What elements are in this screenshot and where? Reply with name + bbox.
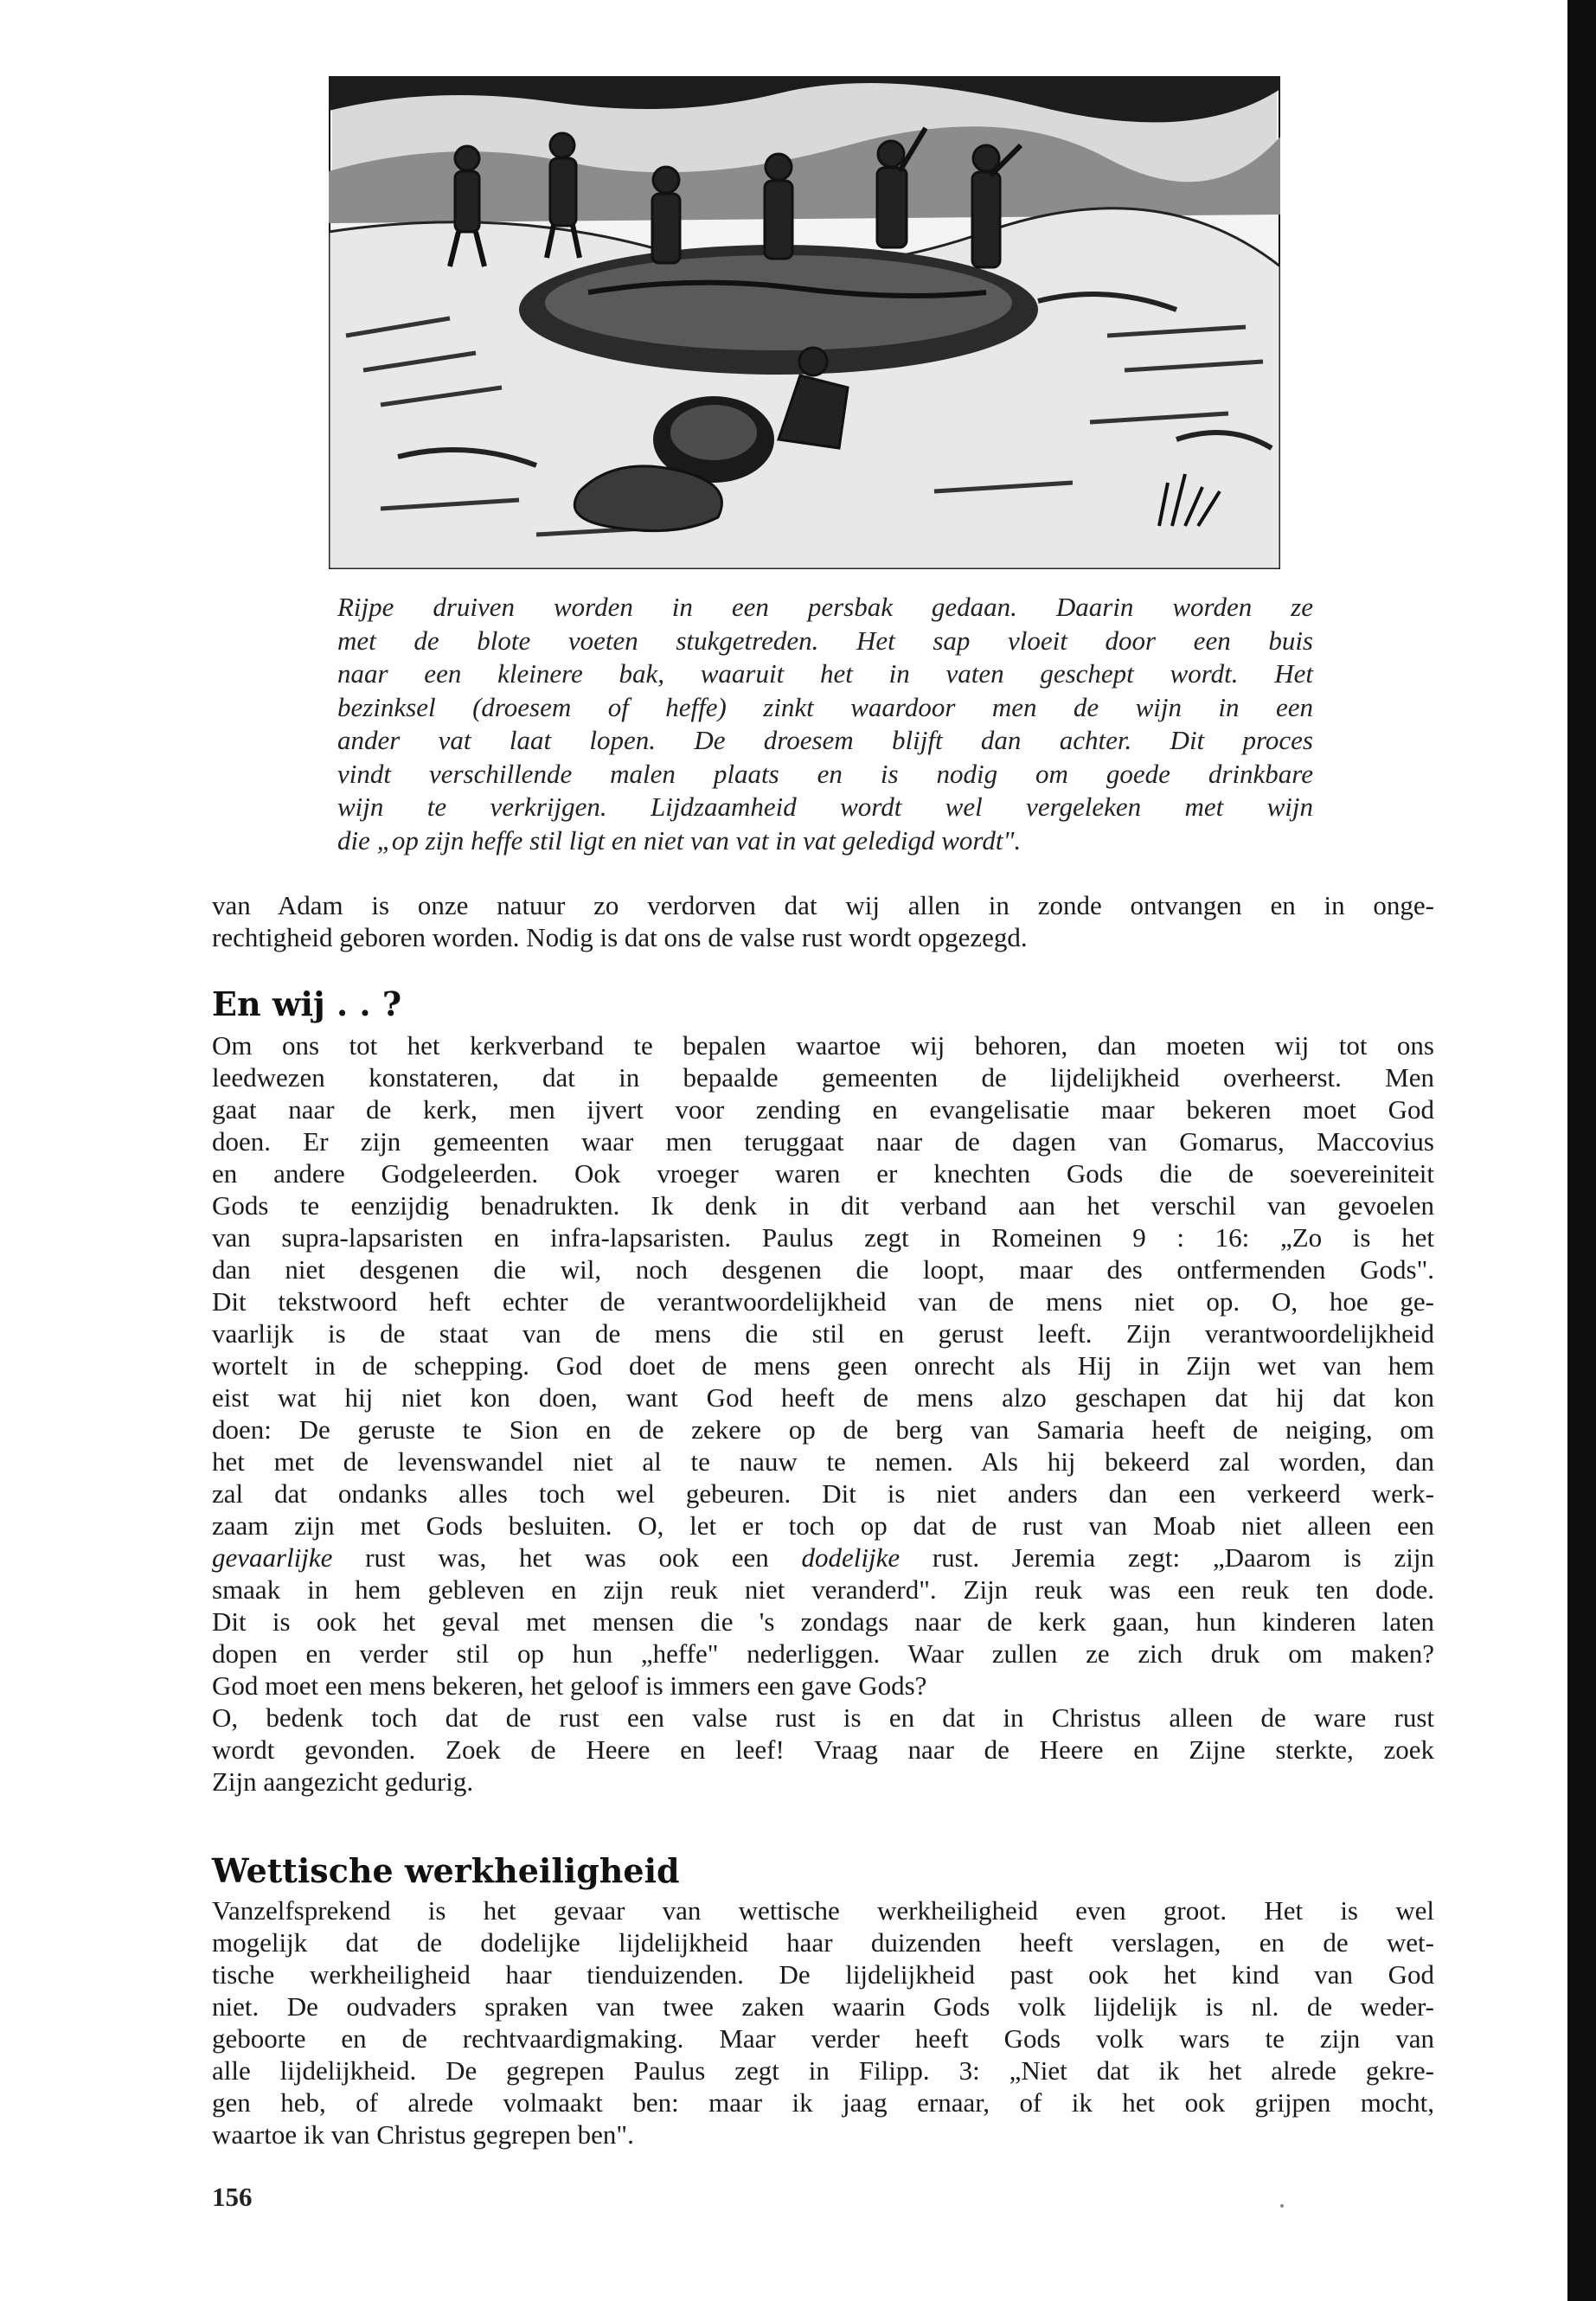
paragraph-line: rechtigheid geboren worden. Nodig is dat ons de valse rust wordt opgezegd. <box>212 922 1028 952</box>
paragraph-line: Gods te eenzijdig benadrukten. Ik denk in dit verband aan het verschil van gevoelen <box>212 1190 1434 1221</box>
wine-press-illustration <box>329 76 1280 569</box>
scan-speck <box>1280 2204 1284 2208</box>
paragraph-line: God moet een mens bekeren, het geloof is immers een gave Gods? <box>212 1670 927 1701</box>
text-run: rust. Jeremia zegt: „Daarom is zijn <box>900 1542 1435 1573</box>
paragraph-line: zal dat ondanks alles toch wel gebeuren. Dit is niet anders dan een verkeerd werk- <box>212 1478 1434 1509</box>
caption-line: vindt verschillende malen plaats en is nodig om goede drinkbare <box>337 758 1313 789</box>
paragraph-line: mogelijk dat de dodelijke lijdelijkheid haar duizenden heeft verslagen, en de wet- <box>212 1927 1434 1958</box>
section2-paragraph <box>212 1894 1434 2150</box>
paragraph-line: O, bedenk toch dat de rust een valse rust is en dat in Christus alleen de ware rust <box>212 1702 1434 1733</box>
paragraph-line: doen. Er zijn gemeenten waar men teruggaat naar de dagen van Gomarus, Maccovius <box>212 1126 1434 1157</box>
paragraph-line: niet. De oudvaders spraken van twee zaken waarin Gods volk lijdelijk is nl. de weder- <box>212 1991 1434 2022</box>
illustration-caption <box>337 591 1313 857</box>
paragraph-line: tische werkheiligheid haar tienduizenden. De lijdelijkheid past ook het kind van God <box>212 1959 1434 1990</box>
paragraph-line: doen: De geruste te Sion en de zekere op de berg van Samaria heeft de neiging, om <box>212 1414 1434 1445</box>
paragraph-line: Dit tekstwoord heft echter de verantwoordelijkheid van de mens niet op. O, hoe ge- <box>212 1286 1434 1317</box>
caption-line: naar een kleinere bak, waaruit het in vaten geschept wordt. Het <box>337 658 1313 689</box>
paragraph-line: van supra-lapsaristen en infra-lapsaristen. Paulus zegt in Romeinen 9 : 16: „Zo is het <box>212 1222 1434 1253</box>
paragraph-line: het met de levenswandel niet al te nauw te nemen. Als hij bekeerd zal worden, dan <box>212 1446 1434 1477</box>
paragraph-line: Vanzelfsprekend is het gevaar van wettische werkheiligheid even groot. Het is wel <box>212 1895 1434 1926</box>
paragraph-line: gaat naar de kerk, men ijvert voor zending en evangelisatie maar bekeren moet God <box>212 1094 1434 1125</box>
paragraph-line: Om ons tot het kerkverband te bepalen waartoe wij behoren, dan moeten wij tot ons <box>212 1030 1434 1061</box>
paragraph-line: zaam zijn met Gods besluiten. O, let er toch op dat de rust van Moab niet alleen een <box>212 1510 1434 1541</box>
caption-line: die „op zijn heffe stil ligt en niet van vat in vat geledigd wordt". <box>337 824 1022 856</box>
paragraph-line: vaarlijk is de staat van de mens die stil en gerust leeft. Zijn verantwoordelijkheid <box>212 1318 1434 1349</box>
paragraph-line-mixed <box>212 1541 1434 1574</box>
paragraph-line: gen heb, of alrede volmaakt ben: maar ik jaag ernaar, of ik het ook grijpen mocht, <box>212 2087 1434 2118</box>
paragraph-line: dopen en verder stil op hun „heffe" nederliggen. Waar zullen ze zich druk om maken? <box>212 1638 1434 1669</box>
paragraph-line: smaak in hem gebleven en zijn reuk niet veranderd". Zijn reuk was een reuk ten dode. <box>212 1574 1434 1605</box>
section-heading-en-wij: En wij . . ? <box>212 984 402 1023</box>
paragraph-line: alle lijdelijkheid. De gegrepen Paulus zegt in Filipp. 3: „Niet dat ik het alrede gekre- <box>212 2055 1434 2086</box>
caption-line: met de blote voeten stukgetreden. Het sap vloeit door een buis <box>337 625 1313 656</box>
caption-line: bezinksel (droesem of heffe) zinkt waardoor men de wijn in een <box>337 691 1313 722</box>
paragraph-line: wordt gevonden. Zoek de Heere en leef! Vraag naar de Heere en Zijne sterkte, zoek <box>212 1734 1434 1765</box>
section1-paragraph <box>212 1029 1434 1798</box>
italic-word: gevaarlijke <box>212 1542 333 1573</box>
paragraph-line: Dit is ook het geval met mensen die 's zondags naar de kerk gaan, hun kinderen laten <box>212 1606 1434 1637</box>
italic-word: dodelijke <box>801 1542 901 1573</box>
paragraph-line: Zijn aangezicht gedurig. <box>212 1766 474 1797</box>
caption-line: ander vat laat lopen. De droesem blijft dan achter. Dit proces <box>337 725 1313 755</box>
paragraph-line: wortelt in de schepping. God doet de mens geen onrecht als Hij in Zijn wet van hem <box>212 1350 1434 1381</box>
paragraph-line: waartoe ik van Christus gegrepen ben". <box>212 2119 634 2150</box>
section-heading-wettische-werkheiligheid: Wettische werkheiligheid <box>212 1851 680 1890</box>
text-run: rust was, het was ook een <box>332 1542 802 1573</box>
paragraph-line: dan niet desgenen die wil, noch desgenen die loopt, maar des ontfermenden Gods". <box>212 1254 1434 1285</box>
scan-edge-bar <box>1567 0 1596 2301</box>
caption-line: Rijpe druiven worden in een persbak gedaan. Daarin worden ze <box>337 592 1313 622</box>
caption-line: wijn te verkrijgen. Lijdzaamheid wordt wel vergeleken met wijn <box>337 792 1313 822</box>
paragraph-line: leedwezen konstateren, dat in bepaalde gemeenten de lijdelijkheid overheerst. Men <box>212 1062 1434 1093</box>
page-number: 156 <box>212 2182 253 2212</box>
paragraph-line: eist wat hij niet kon doen, want God heeft de mens alzo geschapen dat hij dat kon <box>212 1382 1434 1413</box>
paragraph-line: geboorte en de rechtvaardigmaking. Maar verder heeft Gods volk wars te zijn van <box>212 2023 1434 2054</box>
paragraph-line: van Adam is onze natuur zo verdorven dat wij allen in zonde ontvangen en in onge- <box>212 890 1434 920</box>
paragraph-line: en andere Godgeleerden. Ook vroeger waren er knechten Gods die de soevereiniteit <box>212 1158 1434 1189</box>
intro-paragraph <box>212 889 1434 953</box>
